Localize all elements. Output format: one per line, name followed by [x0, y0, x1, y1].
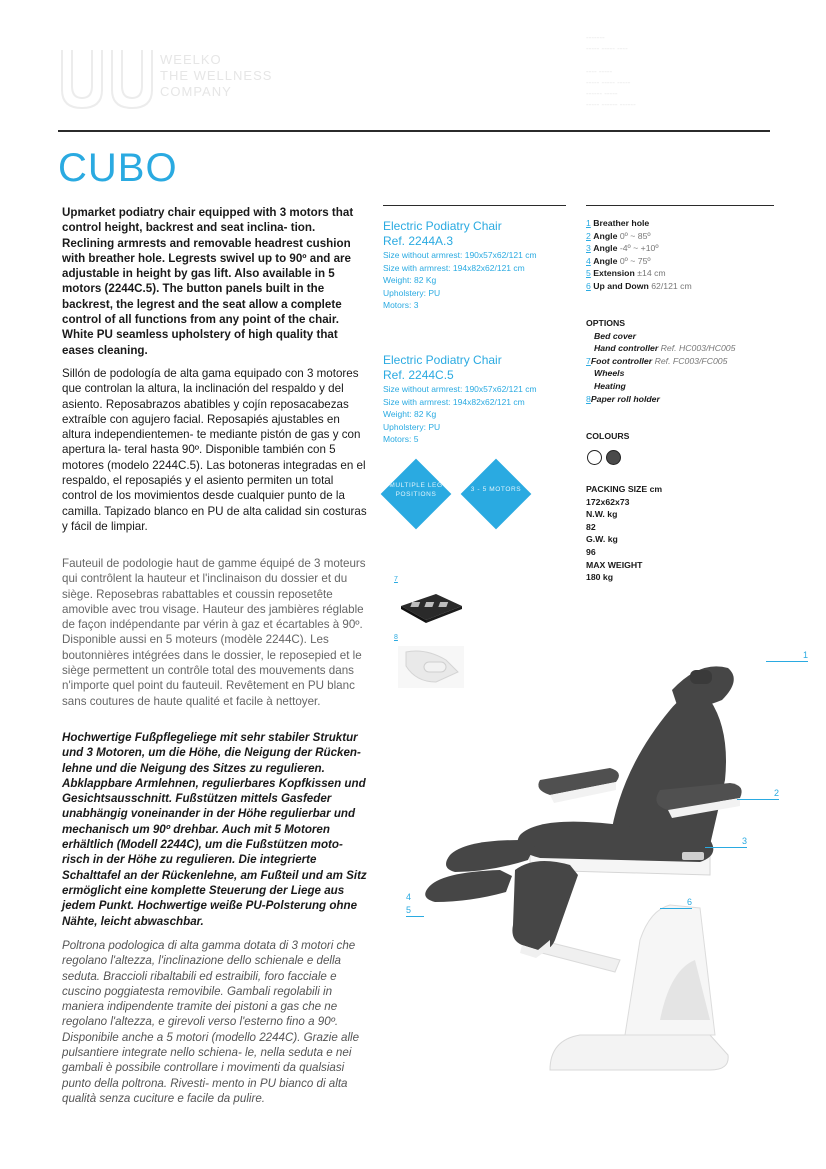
options-title: OPTIONS [586, 318, 626, 328]
max-weight-value: 180 kg [586, 572, 614, 583]
faint-line: ----- ------ ------ [586, 100, 636, 109]
feature-item [586, 255, 776, 268]
feature-value: -4º ~ +10º [619, 243, 659, 254]
feature-num: 2 [586, 230, 591, 241]
product-size-without: Size without armrest: 190x57x62/121 cm [383, 250, 537, 260]
product-spec [383, 219, 573, 312]
description-en: Upmarket podiatry chair equipped with 3 motors that control height, backrest and seat inclina- tion. Reclining armrests and removable headrest cushion with breather hole. Legrests swivel up to 90º and are adjustable in height by gas lift. Also available in 5 motors (2244C.5). The button panels built in the backrest, the legrest and the seat allow a complete control of all functions from any point of the chair. White PU seamless upholstery of high quality that eases cleaning. [62, 206, 354, 357]
feature-item [586, 267, 776, 280]
header-faint-text [586, 32, 636, 110]
feature-name: Up and Down [593, 280, 649, 291]
colour-swatch-grey [606, 450, 621, 465]
feature-name: Angle [593, 243, 618, 254]
logo-line: COMPANY [160, 84, 232, 99]
description-es: Sillón de podología de alta gama equipado con 3 motores que controlan la altura, la inclinación del respaldo y del asiento. Reposabrazos abatibles y cojín reposacabezas extraíble con agujero facial. Reposapiés ajustables en altura independientemen- te mediante pistón de gas y con apertura la- teral hasta 90º. Disponible también con 5 motores (modelo 2244C.5). Las botoneras integradas en el respaldo, el reposapiés y el asiento permiten un total control de los movimientos desde cualquier punto de la camilla. Tapizado blanco en PU de alta calidad sin costuras y fácil de limpiar. [62, 367, 367, 533]
callout-6 [660, 897, 692, 909]
feature-value: 0º ~ 75º [619, 255, 651, 266]
option-item [586, 342, 776, 355]
product-size-with: Size with armrest: 194x82x62/121 cm [383, 396, 525, 407]
packing-section [586, 483, 776, 584]
feature-name: Angle [593, 255, 618, 266]
thumb-number: 8 [394, 634, 398, 641]
colours-title: COLOURS [586, 431, 630, 441]
callout-label: 2 [737, 788, 779, 800]
feature-item [586, 230, 776, 243]
feature-num: 6 [586, 280, 591, 291]
product-weight: Weight: 82 Kg [383, 409, 437, 419]
features-rule [586, 205, 774, 206]
nw-label: N.W. kg [586, 509, 618, 520]
product-name: Electric Podiatry Chair [383, 219, 502, 233]
option-num: 7 [586, 355, 591, 366]
packing-label: PACKING SIZE [586, 484, 648, 494]
callout-1 [766, 650, 808, 662]
gw-label: G.W. kg [586, 534, 618, 545]
option-item [586, 355, 776, 368]
callout-label: 6 [660, 897, 692, 909]
option-name: Wheels [594, 368, 625, 379]
callout-label: 1 [766, 650, 808, 662]
feature-item [586, 280, 776, 293]
nw-value: 82 [586, 521, 596, 532]
badge-multiple-leg-positions [376, 454, 456, 534]
product-motors: Motors: 3 [383, 300, 419, 310]
feature-name: Breather hole [593, 218, 650, 228]
callout-3 [705, 836, 747, 848]
feature-num: 3 [586, 243, 591, 254]
thumb-number: 7 [394, 576, 398, 583]
callout-label: 3 [705, 836, 747, 848]
callout-label: 5 [406, 905, 424, 917]
podiatry-chair-image [410, 640, 790, 1115]
colour-swatch-white [587, 450, 602, 465]
faint-line: ----- ----- ---- [586, 44, 628, 53]
faint-line: ------- [586, 33, 605, 42]
product-rule [383, 205, 566, 206]
packing-unit: cm [649, 484, 663, 494]
product-ref: Ref. 2244A.3 [383, 234, 454, 248]
callout-4 [406, 892, 424, 903]
packing-size-label [586, 483, 776, 496]
feature-value: ±14 cm [637, 268, 666, 279]
product-weight: Weight: 82 Kg [383, 275, 437, 285]
foot-controller-image [396, 586, 466, 631]
packing-size: 172x62x73 [586, 496, 630, 507]
option-item [586, 380, 776, 393]
option-item [586, 330, 776, 343]
option-name: Foot controller [590, 355, 653, 366]
feature-value: 62/121 cm [651, 280, 692, 291]
page-title: CUBO [58, 146, 178, 190]
description-fr: Fauteuil de podologie haut de gamme équipé de 3 moteurs qui contrôlent la hauteur et l'inclinaison du dossier et du siège. Reposebras rabattables et coussin reposetête amovible avec trou visage. Hauteur des jambières réglable de façon indépendante par vérin à gaz et écartables à 90º. Disponible aussi en 5 moteurs (modèle 2244C). Les boutonnières intégrées dans le dossier, le reposepied et le siège permettent un contrôle total des mouvements dans n'importe quel point du fauteuil. Revêtement en PU blanc sans coutures de haute qualité et facile à nettoyer. [62, 557, 366, 708]
badge-label: 3 - 5 MOTORS [470, 486, 522, 493]
product-size-without: Size without armrest: 190x57x62/121 cm [383, 384, 537, 394]
option-item [586, 367, 776, 380]
options-section [586, 317, 776, 405]
feature-num: 1 [586, 218, 591, 228]
gw-value: 96 [586, 546, 596, 557]
callout-2 [737, 788, 779, 800]
logo-mark-icon [58, 42, 158, 112]
logo-line: THE WELLNESS [160, 68, 273, 83]
option-item [586, 393, 776, 406]
option-num: 8 [586, 393, 591, 404]
product-motors: Motors: 5 [383, 434, 419, 444]
max-weight-label: MAX WEIGHT [586, 559, 643, 570]
badge-motors [456, 454, 536, 534]
faint-line: ----- ----- ----- [586, 78, 631, 87]
badge-label: MULTIPLE LEG POSITIONS [389, 482, 443, 498]
description-de: Hochwertige Fußpflegeliege mit sehr stabiler Struktur und 3 Motoren, um die Höhe, die Neigung der Rücken- lehne und die Neigung des Sitzes zu regulieren. Abklappbare Armlehnen, regulierbares Kopfkissen und Gesichtsausschnitt. Fußstützen mittels Gasfeder unabhängig voneinander in der Höhe regulierbar und mechanisch um 90º drehbar. Auch mit 5 Motoren erhältlich (Modell 2244C), um die Fußstützen moto- risch in der Höhe zu regulieren. Die integrierte Schalttafel an der Rückenlehne, am Fußteil und am Sitz ermöglicht eine komplette Steuerung der Liege aus jedem Punkt. Hochwertige weiße PU-Polsterung ohne Nähte, leicht abwaschbar. [62, 731, 367, 928]
description-it: Poltrona podologica di alta gamma dotata di 3 motori che regolano l'altezza, l'inclinazione dello schienale e della seduta. Braccioli ribaltabili ed estraibili, foro facciale e cuscino poggiatesta removibile. Gambali regolabili in maniera indipendente tramite dei pistoni a gas che ne regolano l'altezza, e girevoli verso l'esterno fino a 90º. Disponibile anche a 5 motori (modello 2244C). Grazie alle pulsantiere integrate nello schiena- le, nella seduta e nei gambali è possibile controllare i movimenti da qualsiasi punto della poltrona. Rivesti- mento in PU bianco di alta qualità senza cuciture e facile da pulire. [62, 939, 360, 1105]
company-logo [58, 42, 278, 112]
callout-5 [406, 905, 424, 917]
logo-line: WEELKO [160, 52, 222, 67]
faint-line: ------ ----- [586, 89, 618, 98]
product-size-with: Size with armrest: 194x82x62/121 cm [383, 262, 525, 273]
feature-name: Extension [593, 268, 635, 279]
product-spec [383, 353, 573, 446]
callout-label: 4 [406, 892, 412, 902]
feature-item [586, 242, 776, 255]
product-upholstery: Upholstery: PU [383, 421, 441, 432]
option-name: Paper roll holder [590, 393, 660, 404]
feature-name: Angle [593, 230, 618, 241]
feature-num: 5 [586, 268, 591, 279]
faint-line: ---- ----- [586, 67, 613, 76]
product-ref: Ref. 2244C.5 [383, 368, 454, 382]
feature-value: 0º ~ 85º [619, 230, 651, 241]
option-name: Heating [594, 380, 626, 391]
product-upholstery: Upholstery: PU [383, 287, 441, 298]
option-ref: Ref. HC003/HC005 [660, 343, 736, 354]
header-rule [58, 130, 770, 132]
option-ref: Ref. FC003/FC005 [654, 355, 728, 366]
option-name: Hand controller [594, 343, 659, 354]
product-name: Electric Podiatry Chair [383, 353, 502, 367]
feature-item [586, 217, 776, 230]
features-list [586, 217, 776, 293]
option-name: Bed cover [594, 330, 637, 341]
feature-num: 4 [586, 255, 591, 266]
